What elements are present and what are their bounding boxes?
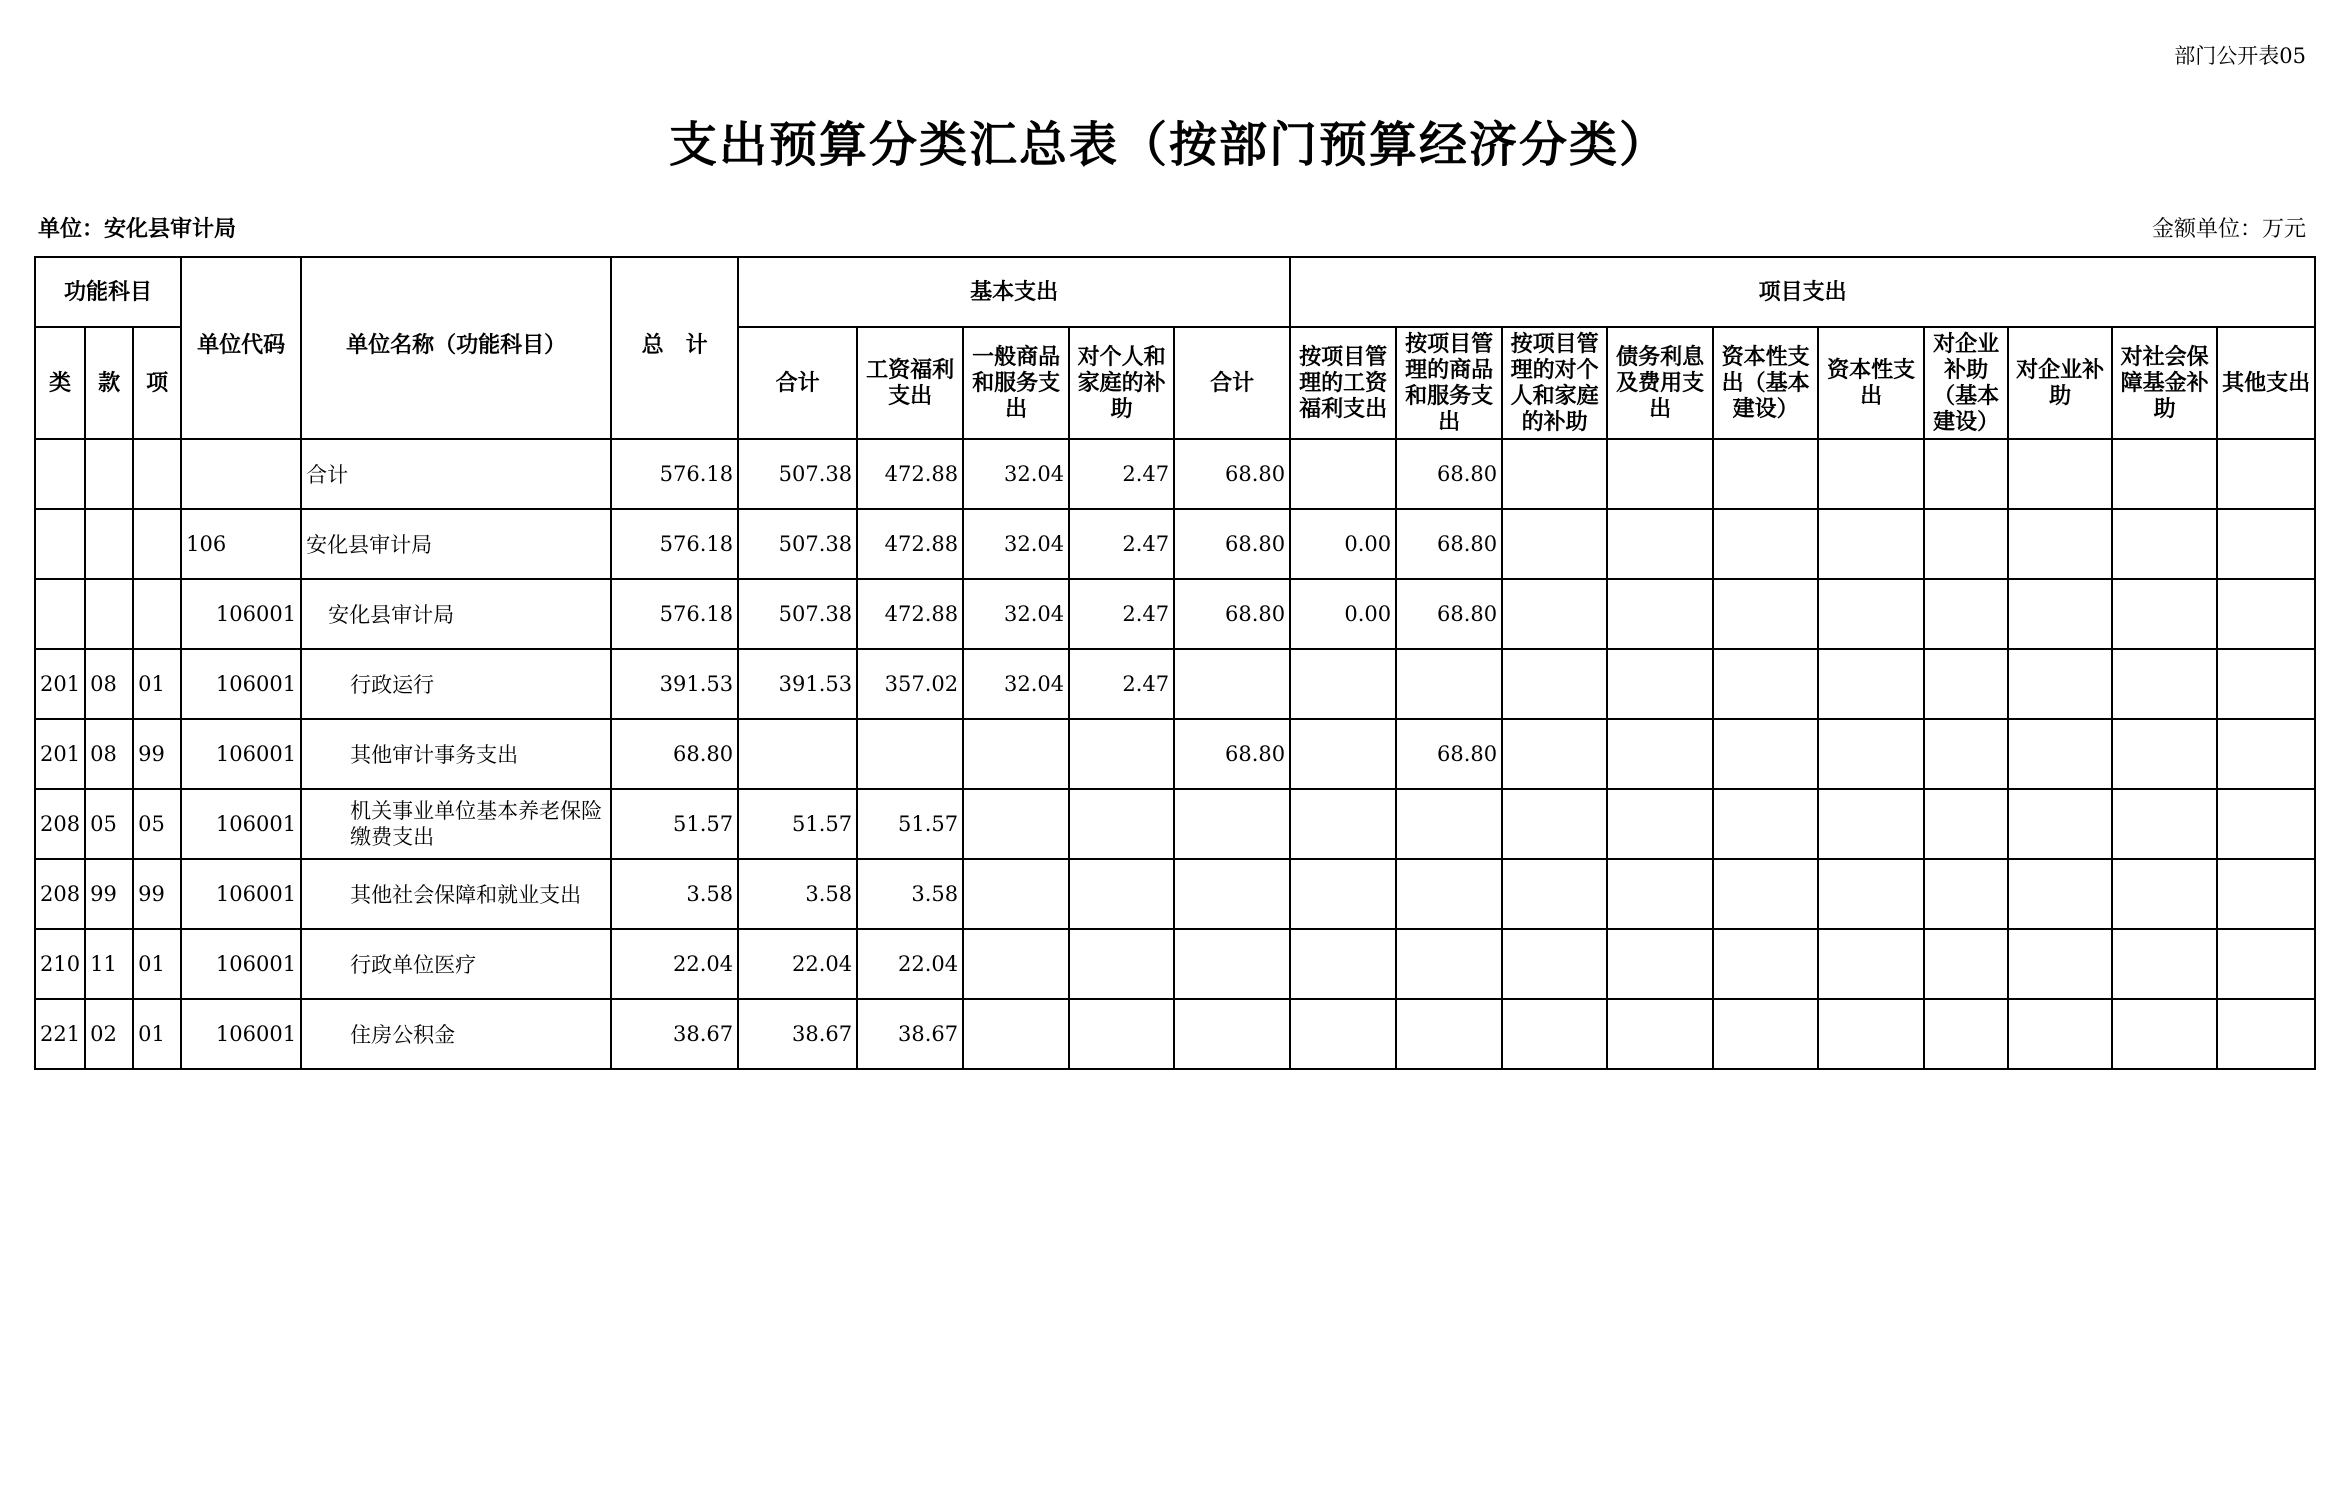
header-unit-name: 单位名称（功能科目） [301,257,611,439]
cell-unit-code: 106001 [181,789,301,859]
budget-table [34,256,2316,1070]
header-project-col: 资本性支出 [1818,327,1924,439]
header-project-expenditure: 项目支出 [1290,257,2315,327]
cell-amount [2008,789,2112,859]
cell-amount [1713,999,1818,1069]
cell-unit-name: 行政单位医疗 [301,929,611,999]
table-row [35,789,2315,859]
cell-total: 576.18 [611,439,738,509]
header-project-col: 资本性支出（基本建设） [1713,327,1818,439]
header-kuan: 款 [85,327,133,439]
cell-amount [1502,579,1607,649]
cell-total: 22.04 [611,929,738,999]
cell-amount: 68.80 [1396,439,1502,509]
cell-amount: 2.47 [1069,579,1174,649]
cell-amount [1924,999,2008,1069]
cell-amount [2008,579,2112,649]
cell-amount [1174,649,1290,719]
cell-amount [1607,579,1713,649]
cell-unit-code: 106001 [181,579,301,649]
cell-amount [2217,859,2315,929]
cell-amount: 68.80 [1174,509,1290,579]
cell-amount [1290,439,1396,509]
cell-amount [963,789,1069,859]
cell-amount [2008,859,2112,929]
cell-amount: 357.02 [857,649,963,719]
cell-amount [1713,719,1818,789]
cell-lei [35,439,85,509]
cell-amount: 32.04 [963,439,1069,509]
table-row [35,999,2315,1069]
cell-kuan: 99 [85,859,133,929]
cell-amount [2217,579,2315,649]
cell-amount: 472.88 [857,579,963,649]
cell-amount [1290,999,1396,1069]
cell-amount: 68.80 [1174,719,1290,789]
cell-amount: 2.47 [1069,509,1174,579]
cell-xiang: 01 [133,649,181,719]
cell-kuan [85,439,133,509]
cell-amount: 32.04 [963,649,1069,719]
cell-amount [1924,509,2008,579]
cell-amount: 3.58 [857,859,963,929]
header-function-subject: 功能科目 [35,257,181,327]
cell-amount: 507.38 [738,579,857,649]
cell-amount [963,719,1069,789]
cell-amount [963,929,1069,999]
cell-amount [1069,789,1174,859]
cell-amount [1290,929,1396,999]
cell-lei: 208 [35,789,85,859]
cell-amount [1713,649,1818,719]
cell-amount [1818,439,1924,509]
cell-amount [1924,859,2008,929]
cell-amount: 68.80 [1396,719,1502,789]
cell-amount [1290,649,1396,719]
cell-amount: 3.58 [738,859,857,929]
cell-amount [1174,789,1290,859]
cell-amount [2217,929,2315,999]
cell-amount: 507.38 [738,509,857,579]
cell-amount: 68.80 [1396,509,1502,579]
cell-kuan: 02 [85,999,133,1069]
cell-unit-code: 106 [181,509,301,579]
header-project-col: 合计 [1174,327,1290,439]
cell-amount [1607,999,1713,1069]
header-project-col: 按项目管理的工资福利支出 [1290,327,1396,439]
cell-unit-code: 106001 [181,649,301,719]
cell-amount: 472.88 [857,509,963,579]
cell-amount [2112,999,2217,1069]
page-title: 支出预算分类汇总表（按部门预算经济分类） [668,117,1669,173]
header-xiang: 项 [133,327,181,439]
cell-amount [2008,929,2112,999]
cell-unit-name: 合计 [301,439,611,509]
cell-unit-name: 其他社会保障和就业支出 [301,859,611,929]
table-row [35,439,2315,509]
cell-amount [2112,719,2217,789]
cell-amount [2008,999,2112,1069]
cell-amount [1502,649,1607,719]
cell-kuan [85,579,133,649]
cell-amount [2217,649,2315,719]
cell-amount [1290,719,1396,789]
unit-label: 单位：安化县审计局 [38,216,237,242]
cell-amount [2217,999,2315,1069]
cell-amount [1818,579,1924,649]
header-basic-col: 一般商品和服务支出 [963,327,1069,439]
cell-unit-code: 106001 [181,719,301,789]
header-basic-expenditure: 基本支出 [738,257,1290,327]
cell-amount [1396,929,1502,999]
cell-amount [738,719,857,789]
cell-total: 576.18 [611,509,738,579]
cell-amount [1174,999,1290,1069]
cell-kuan: 11 [85,929,133,999]
cell-amount [1069,999,1174,1069]
cell-amount: 32.04 [963,579,1069,649]
cell-amount [1924,929,2008,999]
cell-amount [1502,789,1607,859]
cell-amount [1713,509,1818,579]
cell-xiang: 99 [133,719,181,789]
cell-amount: 2.47 [1069,649,1174,719]
form-number: 部门公开表05 [2174,44,2306,68]
cell-xiang: 01 [133,929,181,999]
header-project-col: 按项目管理的商品和服务支出 [1396,327,1502,439]
header-project-col: 对企业补助（基本建设） [1924,327,2008,439]
table-row [35,579,2315,649]
cell-amount [1713,859,1818,929]
cell-amount [1818,719,1924,789]
cell-amount [1818,859,1924,929]
cell-amount [2112,789,2217,859]
cell-amount [1069,859,1174,929]
cell-unit-name: 住房公积金 [301,999,611,1069]
cell-amount [1607,439,1713,509]
cell-amount [2217,439,2315,509]
cell-total: 3.58 [611,859,738,929]
cell-amount [1924,439,2008,509]
header-basic-col: 工资福利支出 [857,327,963,439]
cell-kuan: 08 [85,649,133,719]
cell-amount [1607,929,1713,999]
cell-amount [1396,789,1502,859]
cell-amount [1502,719,1607,789]
cell-amount [1607,789,1713,859]
cell-amount [2112,509,2217,579]
cell-amount [857,719,963,789]
table-row [35,649,2315,719]
cell-amount [2112,579,2217,649]
cell-amount [1502,999,1607,1069]
cell-amount [1069,719,1174,789]
cell-amount [2008,509,2112,579]
cell-amount [963,999,1069,1069]
cell-amount [963,859,1069,929]
cell-kuan [85,509,133,579]
header-lei: 类 [35,327,85,439]
cell-amount [2008,719,2112,789]
cell-amount [2112,929,2217,999]
cell-amount: 51.57 [738,789,857,859]
cell-lei [35,579,85,649]
cell-amount: 68.80 [1396,579,1502,649]
cell-kuan: 08 [85,719,133,789]
cell-amount [1396,999,1502,1069]
cell-unit-name: 行政运行 [301,649,611,719]
table-row [35,509,2315,579]
cell-xiang: 01 [133,999,181,1069]
header-project-col: 债务利息及费用支出 [1607,327,1713,439]
cell-kuan: 05 [85,789,133,859]
header-unit-code: 单位代码 [181,257,301,439]
cell-total: 68.80 [611,719,738,789]
header-total: 总 计 [611,257,738,439]
cell-amount [1713,929,1818,999]
cell-amount: 51.57 [857,789,963,859]
cell-amount [1502,929,1607,999]
cell-unit-name: 安化县审计局 [301,509,611,579]
cell-unit-code: 106001 [181,929,301,999]
cell-total: 576.18 [611,579,738,649]
cell-amount: 38.67 [857,999,963,1069]
cell-amount [1502,859,1607,929]
cell-amount [1174,929,1290,999]
cell-amount [1607,509,1713,579]
cell-xiang: 05 [133,789,181,859]
cell-amount [2112,439,2217,509]
cell-xiang [133,439,181,509]
cell-amount: 22.04 [738,929,857,999]
cell-lei: 201 [35,649,85,719]
cell-amount: 2.47 [1069,439,1174,509]
cell-amount [1502,439,1607,509]
cell-amount [1607,649,1713,719]
cell-amount: 32.04 [963,509,1069,579]
cell-xiang [133,509,181,579]
cell-amount: 68.80 [1174,579,1290,649]
cell-amount [1290,789,1396,859]
cell-amount [2008,439,2112,509]
header-project-col: 对企业补助 [2008,327,2112,439]
cell-amount [1290,859,1396,929]
amount-unit-label: 金额单位：万元 [2151,217,2306,242]
cell-amount [1607,859,1713,929]
cell-unit-code [181,439,301,509]
cell-amount: 0.00 [1290,579,1396,649]
cell-amount [1818,929,1924,999]
cell-amount [1069,929,1174,999]
cell-amount [1924,579,2008,649]
table-row [35,859,2315,929]
cell-amount [1607,719,1713,789]
cell-amount [2008,649,2112,719]
cell-amount [1924,719,2008,789]
cell-lei: 208 [35,859,85,929]
cell-unit-name: 机关事业单位基本养老保险缴费支出 [301,789,611,859]
cell-unit-name: 其他审计事务支出 [301,719,611,789]
header-project-col: 其他支出 [2217,327,2315,439]
header-project-col: 对社会保障基金补助 [2112,327,2217,439]
cell-amount: 38.67 [738,999,857,1069]
cell-amount [1396,649,1502,719]
cell-xiang [133,579,181,649]
cell-unit-code: 106001 [181,859,301,929]
cell-amount [2112,649,2217,719]
cell-amount [1924,649,2008,719]
cell-total: 51.57 [611,789,738,859]
cell-amount: 0.00 [1290,509,1396,579]
cell-amount [2217,719,2315,789]
cell-amount [1713,439,1818,509]
cell-total: 391.53 [611,649,738,719]
cell-amount [1818,509,1924,579]
table-row [35,929,2315,999]
cell-lei: 221 [35,999,85,1069]
header-project-col: 按项目管理的对个人和家庭的补助 [1502,327,1607,439]
cell-amount [1818,649,1924,719]
table-row [35,719,2315,789]
cell-amount: 507.38 [738,439,857,509]
cell-amount [2112,859,2217,929]
cell-lei [35,509,85,579]
cell-lei: 210 [35,929,85,999]
cell-amount [2217,509,2315,579]
table-body [35,439,2315,1069]
cell-amount [1713,789,1818,859]
cell-lei: 201 [35,719,85,789]
cell-total: 38.67 [611,999,738,1069]
cell-amount: 22.04 [857,929,963,999]
cell-amount [1502,509,1607,579]
header-basic-col: 合计 [738,327,857,439]
cell-amount [1818,789,1924,859]
cell-amount [1924,789,2008,859]
cell-amount: 68.80 [1174,439,1290,509]
cell-amount [1818,999,1924,1069]
cell-amount [2217,789,2315,859]
cell-amount [1713,579,1818,649]
cell-xiang: 99 [133,859,181,929]
cell-unit-code: 106001 [181,999,301,1069]
cell-amount: 391.53 [738,649,857,719]
cell-amount [1396,859,1502,929]
cell-unit-name: 安化县审计局 [301,579,611,649]
cell-amount [1174,859,1290,929]
cell-amount: 472.88 [857,439,963,509]
header-basic-col: 对个人和家庭的补助 [1069,327,1174,439]
